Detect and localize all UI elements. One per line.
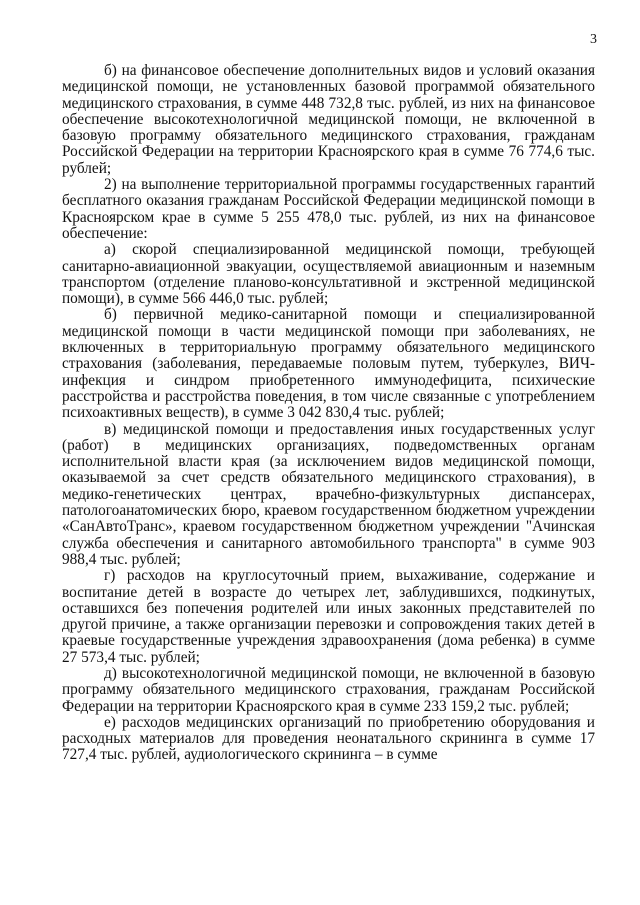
paragraph-a-air-ambulance: а) скорой специализированной медицинской помощи, требующей санитарно-авиационной эвакуации, осуществляемой авиационным и наземным транспортом (отделение планово-консультативной и экстренной медицинской помощи), в сумме 566 446,0 тыс. рублей; bbox=[62, 241, 595, 308]
paragraph-e-screening: е) расходов медицинских организаций по приобретению оборудования и расходных материалов для проведения неонатального скрининга в сумме 17 727,4 тыс. рублей, аудиологического скрининга – в сумме bbox=[62, 713, 595, 764]
page-number: 3 bbox=[590, 32, 597, 47]
paragraph-d-high-tech-care: д) высокотехнологичной медицинской помощи, не включенной в базовую программу обязательного медицинского страхования, гражданам Российской Федерации на территории Красноярского края в сумме 233 159,2 тыс. рублей; bbox=[62, 664, 595, 715]
document-body bbox=[62, 63, 595, 764]
paragraph-b-additional-care: б) на финансовое обеспечение дополнительных видов и условий оказания медицинской помощи, не установленных базовой программой обязательного медицинского страхования, в сумме 448 732,8 тыс. рублей, из них на финансовое обеспечение высокотехнологичной медицинской помощи, не включенной в базовую программу обязательного медицинского страхования, гражданам Российской Федерации на территории Красноярского края в сумме 76 774,6 тыс. рублей; bbox=[62, 62, 595, 177]
paragraph-2-territorial-program: 2) на выполнение территориальной программы государственных гарантий бесплатного оказания гражданам Российской Федерации медицинской помощи в Красноярском крае в сумме 5 255 478,0 тыс. рублей, из них на финансовое обеспечение: bbox=[62, 176, 595, 242]
paragraph-g-child-care: г) расходов на круглосуточный прием, выхаживание, содержание и воспитание детей в возрасте до четырех лет, заблудившихся, подкинутых, оставшихся без попечения родителей или иных законных представителей по другой причине, а также организации перевозки и сопровождения таких детей в краевые государственные учреждения здравоохранения (дома ребенка) в сумме 27 573,4 тыс. рублей; bbox=[62, 567, 595, 666]
paragraph-b-primary-care: б) первичной медико-санитарной помощи и специализированной медицинской помощи в части медицинской помощи при заболеваниях, не включенных в территориальную программу обязательного медицинского страхования (заболевания, передаваемые половым путем, туберкулез, ВИЧ-инфекция и синдром приобретенного иммунодефицита, психические расстройства и расстройства поведения, в том числе связанные с употреблением психоактивных веществ), в сумме 3 042 830,4 тыс. рублей; bbox=[62, 306, 595, 422]
paragraph-v-state-services: в) медицинской помощи и предоставления иных государственных услуг (работ) в медицинских организациях, подведомственных органам исполнительной власти края (за исключением видов медицинской помощи, оказываемой за счет средств обязательного медицинского страхования), в медико-генетических центрах, врачебно-физкультурных диспансерах, патологоанатомических бюро, краевом государственном бюджетном учреждении «СанАвтоТранс», краевом государственном бюджетном учреждении "Ачинская служба обеспечения и санитарного автомобильного транспорта" в сумме 903 988,4 тыс. рублей; bbox=[62, 420, 595, 568]
